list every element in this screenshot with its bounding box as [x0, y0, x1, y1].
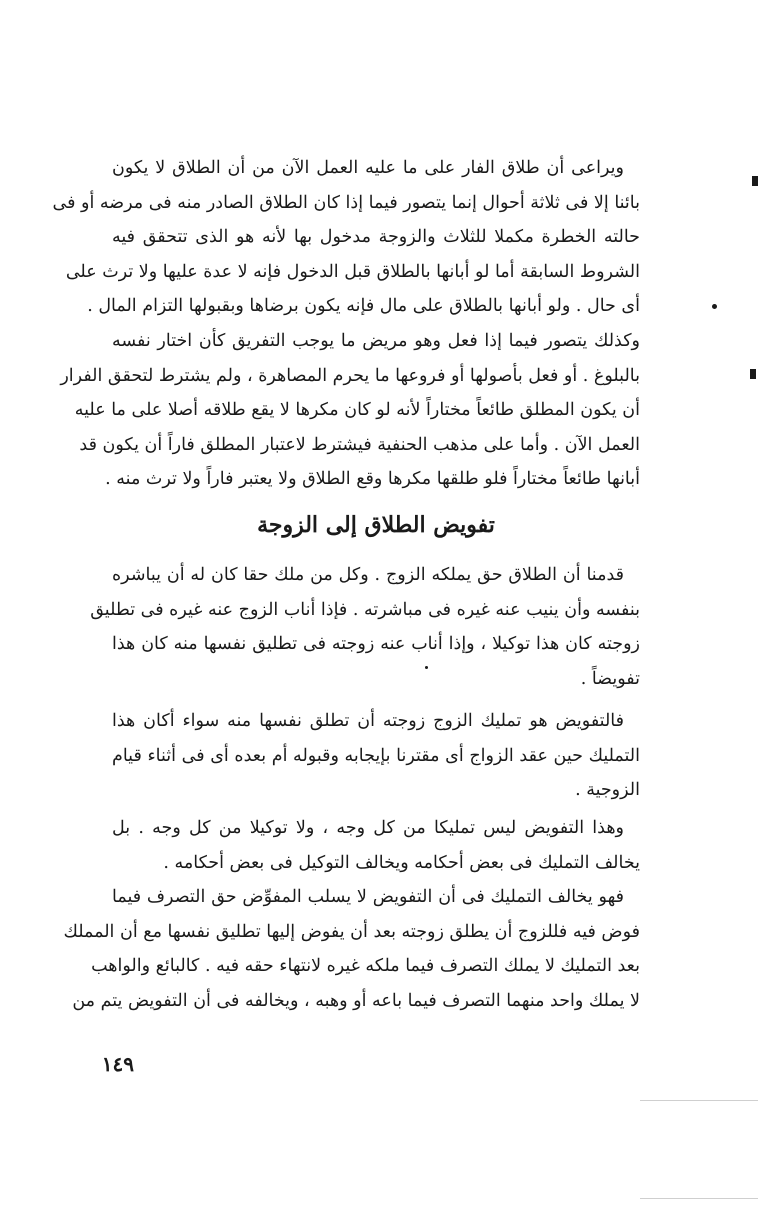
margin-mark: [712, 304, 717, 309]
text-line: حالته الخطرة مكملا للثلاث والزوجة مدخول بها لأنه هو الذى تتحقق فيه: [112, 227, 640, 248]
paragraph-delegation-intro: [90, 558, 640, 696]
margin-mark: [425, 666, 428, 669]
text-line: فالتفويض هو تمليك الزوج زوجته أن تطلق نفسها منه سواء أكان هذا: [112, 711, 624, 731]
text-line: فوض فيه فللزوج أن يطلق زوجته بعد أن يفوض إليها تطليق نفسها مع أن المملك: [63, 921, 640, 942]
text-line: العمل الآن . وأما على مذهب الحنفية فيشترط لاعتبار المطلق فاراً أن يكون قد: [79, 434, 640, 455]
text-line: أبانها طائعاً مختاراً فلو طلقها مكرها وقع الطلاق ولا يعتبر فاراً ولا ترث منه .: [105, 469, 640, 490]
text-line: قدمنا أن الطلاق حق يملكه الزوج . وكل من ملك حقا كان له أن يباشره: [112, 565, 624, 585]
section-heading: تفويض الطلاق إلى الزوجة: [257, 512, 495, 538]
text-line: بائنا إلا فى ثلاثة أحوال إنما يتصور فيما إذا كان الطلاق الصادر منه فى مرضه أو فى: [52, 192, 640, 213]
text-line: زوجته كان هذا توكيلا ، وإذا أناب عنه زوجته فى تطليق نفسها منه كان هذا: [112, 634, 640, 655]
text-line: بنفسه وأن ينيب عنه غيره فى مباشرته . فإذا أناب الزوج عنه غيره فى تطليق: [90, 599, 640, 620]
text-line: وكذلك يتصور فيما إذا فعل وهو مريض ما يوجب التفريق كأن اختار نفسه: [112, 330, 640, 351]
margin-mark: [750, 369, 756, 379]
text-line: الشروط السابقة أما لو أبانها بالطلاق قبل الدخول فإنه لا عدة عليها ولا ترث على: [65, 261, 640, 282]
text-line: وهذا التفويض ليس تمليكا من كل وجه ، ولا توكيلا من كل وجه . بل: [112, 818, 624, 838]
page-number: ١٤٩: [101, 1052, 134, 1076]
text-line: فهو يخالف التمليك فى أن التفويض لا يسلب المفوِّض حق التصرف فيما: [112, 887, 624, 907]
text-line: ويراعى أن طلاق الفار على ما عليه العمل الآن من أن الطلاق لا يكون: [112, 158, 624, 178]
text-line: يخالف التمليك فى بعض أحكامه ويخالف التوكيل فى بعض أحكامه .: [163, 852, 640, 873]
paragraph-delegation-nature: [112, 811, 640, 880]
text-line: التمليك حين عقد الزواج أى مقترنا بإيجابه وقبوله أم بعده أى فى أثناء قيام: [112, 745, 640, 766]
page-edge-line: [640, 1198, 758, 1199]
page-edge-line: [640, 1100, 758, 1101]
text-line: لا يملك واحد منهما التصرف فيما باعه أو وهبه ، ويخالفه فى أن التفويض يتم من: [72, 990, 640, 1011]
paragraph-runaway-divorce: [52, 151, 640, 497]
text-line: أن يكون المطلق طائعاً مختاراً لأنه لو كان مكرها لا يقع طلاقه أصلا على ما عليه: [74, 400, 640, 421]
text-line: بعد التمليك لا يملك التصرف فيما ملكه غيره لانتهاء حقه فيه . كالبائع والواهب: [91, 956, 640, 977]
margin-mark: [752, 176, 758, 186]
text-line: أى حال . ولو أبانها بالطلاق على مال فإنه يكون برضاها وبقبولها التزام المال .: [87, 296, 640, 317]
paragraph-delegation-differences: [63, 880, 640, 1018]
text-line: الزوجية .: [575, 780, 640, 801]
text-line: تفويضاً .: [580, 668, 640, 689]
text-line: بالبلوغ . أو فعل بأصولها أو فروعها ما يحرم المصاهرة ، ولم يشترط لتحقق الفرار: [60, 365, 640, 386]
paragraph-delegation-definition: [112, 704, 640, 808]
